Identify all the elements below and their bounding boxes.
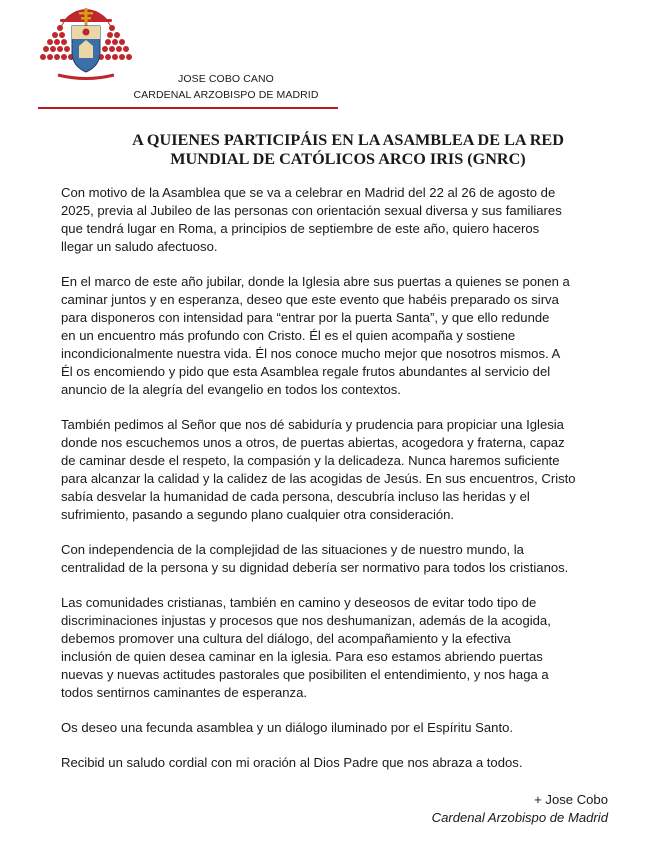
text-line: donde nos escuchemos unos a otros, de puertas abiertas, acogedora y fraterna, capaz bbox=[61, 435, 565, 450]
text-line: discriminaciones injustas y procesos que nos deshumanizan, además de la acogida, bbox=[61, 613, 551, 628]
text-line: en un encuentro más profundo con Cristo. Él es el quien acompaña y sostiene bbox=[61, 328, 516, 343]
paragraph bbox=[61, 754, 617, 772]
text-line: llegar un saludo afectuoso. bbox=[61, 239, 218, 254]
text-line: Las comunidades cristianas, también en camino y deseosos de evitar todo tipo de bbox=[61, 595, 537, 610]
text-line: También pedimos al Señor que nos dé sabiduría y prudencia para propiciar una Iglesia bbox=[61, 417, 564, 432]
text-line: de caminar desde el respeto, la compasión y la delicadeza. Nunca haremos suficiente bbox=[61, 453, 560, 468]
sender-block bbox=[110, 71, 342, 103]
sender-title: CARDENAL ARZOBISPO DE MADRID bbox=[133, 89, 319, 101]
text-line: todos sentirnos caminantes de esperanza. bbox=[61, 685, 308, 700]
letter-body bbox=[61, 184, 617, 789]
text-line: 2025, previa al Jubileo de las personas con orientación sexual diversa y sus familiares bbox=[61, 203, 562, 218]
heading-line-1: A QUIENES PARTICIPÁIS EN LA ASAMBLEA DE LA RED bbox=[132, 131, 564, 149]
text-line: para disponeros con intensidad para “entrar por la puerta Santa”, y que ello redunde bbox=[61, 310, 550, 325]
heading-line-2: MUNDIAL DE CATÓLICOS ARCO IRIS (GNRC) bbox=[170, 150, 526, 168]
text-line: Recibid un saludo cordial con mi oración al Dios Padre que nos abraza a todos. bbox=[61, 755, 523, 770]
signature-name: + Jose Cobo bbox=[534, 792, 608, 807]
text-line: debemos promover una cultura del diálogo, del acompañamiento y la efectiva bbox=[61, 631, 511, 646]
text-line: sabía desvelar la humanidad de cada persona, descubría incluso las heridas y el bbox=[61, 489, 530, 504]
text-line: Con motivo de la Asamblea que se va a celebrar en Madrid del 22 al 26 de agosto de bbox=[61, 185, 556, 200]
text-line: inclusión de quien desea caminar en la iglesia. Para eso estamos abriendo puertas bbox=[61, 649, 543, 664]
paragraph bbox=[61, 541, 617, 577]
text-line: En el marco de este año jubilar, donde la Iglesia abre sus puertas a quienes se ponen a bbox=[61, 274, 570, 289]
text-line: anuncio de la alegría del evangelio en todos los contextos. bbox=[61, 382, 401, 397]
paragraph bbox=[61, 416, 617, 524]
text-line: Él os encomiendo y pido que esta Asamblea regale frutos abundantes al servicio del bbox=[61, 364, 551, 379]
text-line: incondicionalmente nuestra vida. Él nos conoce mucho mejor que nosotros mismos. A bbox=[61, 346, 561, 361]
paragraph bbox=[61, 594, 617, 702]
paragraph bbox=[61, 719, 617, 737]
text-line: caminar juntos y en esperanza, deseo que este evento que habéis preparado os sirva bbox=[61, 292, 559, 307]
text-line: Os deseo una fecunda asamblea y un diálogo iluminado por el Espíritu Santo. bbox=[61, 720, 514, 735]
signature-role: Cardenal Arzobispo de Madrid bbox=[431, 810, 608, 825]
signature-block bbox=[432, 791, 608, 827]
paragraph bbox=[61, 184, 617, 256]
sender-name: JOSE COBO CANO bbox=[178, 73, 274, 85]
text-line: nuevas y nuevas actitudes pastorales que posibiliten el entendimiento, y nos haga a bbox=[61, 667, 549, 682]
text-line: centralidad de la persona y su dignidad debería ser normativo para todos los cristianos. bbox=[61, 560, 569, 575]
text-line: sufrimiento, pasando a segundo plano cualquier otra consideración. bbox=[61, 507, 455, 522]
paragraph bbox=[61, 273, 617, 399]
text-line: que tendrá lugar en Roma, a principios de septiembre de este año, quiero haceros bbox=[61, 221, 540, 236]
text-line: para alcanzar la calidad y la calidez de las acogidas de Jesús. En sus encuentros, Cristo bbox=[61, 471, 576, 486]
text-line: Con independencia de la complejidad de las situaciones y de nuestro mundo, la bbox=[61, 542, 524, 557]
header-divider bbox=[38, 107, 338, 109]
letter-heading bbox=[70, 131, 626, 169]
